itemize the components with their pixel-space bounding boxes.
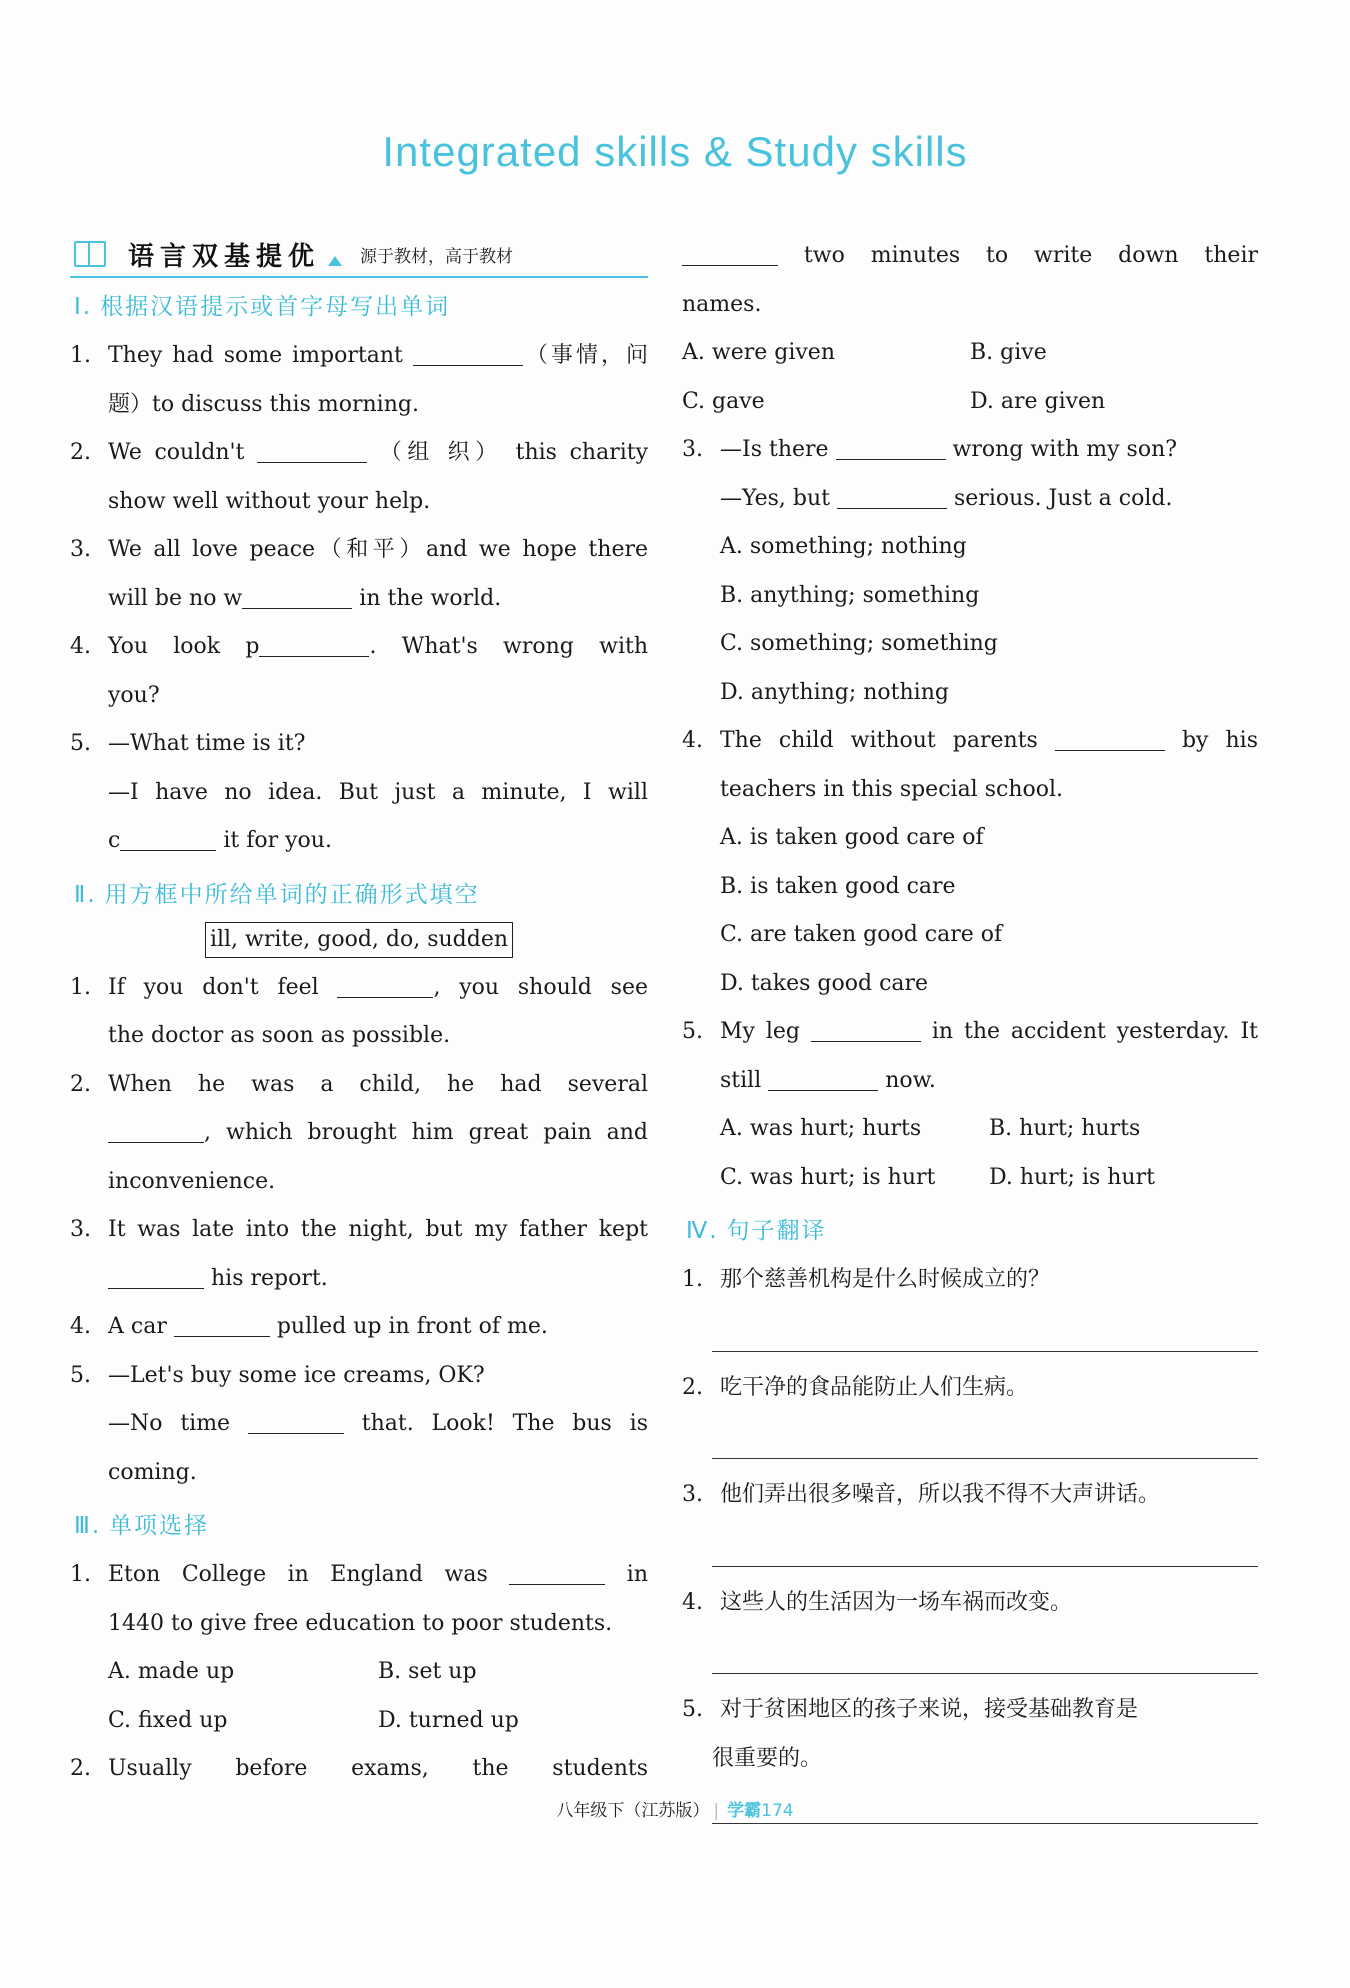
question: 4. The child without parents by his xyxy=(682,717,1258,766)
triangle-icon xyxy=(328,256,342,266)
question-line: two minutes to write down their xyxy=(682,232,1258,281)
option[interactable]: A. was hurt; hurts xyxy=(720,1116,922,1141)
answer-line[interactable] xyxy=(712,1536,1258,1567)
book-icon xyxy=(74,241,106,267)
option[interactable]: C. gave xyxy=(682,388,765,414)
section-title: 语言双基提优 xyxy=(128,241,321,272)
question-line: inconvenience. xyxy=(108,1168,276,1194)
answer-line[interactable] xyxy=(712,1321,1258,1352)
answer-blank[interactable] xyxy=(413,337,523,366)
option[interactable]: A. were given xyxy=(682,340,835,365)
question: 2. When he was a child, he had several xyxy=(70,1071,648,1097)
option[interactable]: D. hurt; is hurt xyxy=(989,1164,1155,1190)
options-row xyxy=(682,1105,1258,1154)
option[interactable]: D. takes good care xyxy=(720,970,929,996)
option[interactable]: C. something; something xyxy=(720,631,998,656)
question: 1. They had some important （事情，问 xyxy=(70,332,648,381)
brand-label: 学霸 xyxy=(727,1801,762,1821)
answer-blank[interactable] xyxy=(837,480,947,509)
question: 4. You look p . What's wrong with xyxy=(70,623,648,672)
question-line: coming. xyxy=(108,1459,197,1485)
word-box: ill, write, good, do, sudden xyxy=(205,922,513,958)
question-line: names. xyxy=(682,291,762,317)
option[interactable]: D. anything; nothing xyxy=(720,679,949,705)
answer-blank[interactable] xyxy=(337,969,433,998)
answer-line[interactable] xyxy=(712,1643,1258,1674)
grade-label: 八年级下（江苏版） xyxy=(556,1801,710,1821)
option[interactable]: A. something; nothing xyxy=(720,534,967,559)
question: 1. If you don't feel , you should see xyxy=(70,964,648,1013)
option[interactable]: A. is taken good care of xyxy=(720,825,984,850)
translation-item: 5. 对于贫困地区的孩子来说，接受基础教育是 xyxy=(682,1697,1139,1722)
options-row xyxy=(682,1154,1258,1203)
options-row xyxy=(70,1648,648,1697)
option[interactable]: A. made up xyxy=(108,1659,235,1684)
answer-blank[interactable] xyxy=(257,434,367,463)
option[interactable]: C. was hurt; is hurt xyxy=(720,1164,936,1190)
right-column xyxy=(682,232,1258,1824)
question-line: —Yes, but serious. Just a cold. xyxy=(682,475,1258,524)
part-4-title: Ⅳ. 句子翻译 xyxy=(686,1218,827,1244)
section-subtitle: 源于教材，高于教材 xyxy=(360,246,514,267)
question-line: 题）to discuss this morning. xyxy=(108,391,419,417)
answer-blank[interactable] xyxy=(120,822,216,851)
question: 2. Usually before exams, the students xyxy=(70,1756,648,1781)
translation-item: 3. 他们弄出很多噪音，所以我不得不大声讲话。 xyxy=(682,1482,1161,1507)
option[interactable]: D. turned up xyxy=(378,1707,519,1733)
answer-blank[interactable] xyxy=(836,431,946,460)
option[interactable]: B. give xyxy=(970,340,1047,365)
options-row xyxy=(682,378,1258,427)
section-header xyxy=(70,232,648,278)
question-line: will be no w in the world. xyxy=(70,575,648,624)
option[interactable]: B. is taken good care xyxy=(720,873,956,899)
translation-item: 4. 这些人的生活因为一场车祸而改变。 xyxy=(682,1589,1073,1615)
question-line: —I have no idea. But just a minute, I will xyxy=(108,779,648,805)
option[interactable]: B. hurt; hurts xyxy=(989,1116,1141,1141)
answer-blank[interactable] xyxy=(259,628,369,657)
answer-blank[interactable] xyxy=(242,580,352,609)
question-line: the doctor as soon as possible. xyxy=(108,1023,451,1048)
question: 1. Eton College in England was in xyxy=(70,1551,648,1600)
options-row xyxy=(70,1697,648,1746)
answer-line[interactable] xyxy=(712,1428,1258,1459)
question: 3. It was late into the night, but my father kept xyxy=(70,1217,648,1242)
page-footer: 八年级下（江苏版） | 学霸174 xyxy=(556,1801,794,1821)
question-line: show well without your help. xyxy=(108,488,431,514)
option[interactable]: D. are given xyxy=(970,388,1106,414)
question: 3. —Is there wrong with my son? xyxy=(682,426,1258,475)
question: 4. A car pulled up in front of me. xyxy=(70,1303,648,1352)
page-title: Integrated skills & Study skills xyxy=(382,128,968,175)
answer-blank[interactable] xyxy=(811,1013,921,1042)
question: 5. My leg in the accident yesterday. It xyxy=(682,1008,1258,1057)
answer-blank[interactable] xyxy=(108,1260,204,1289)
answer-blank[interactable] xyxy=(108,1114,204,1143)
question-line: c it for you. xyxy=(70,817,648,866)
question-line: —No time that. Look! The bus is xyxy=(70,1400,648,1449)
option[interactable]: B. anything; something xyxy=(720,582,980,608)
question: 5. —What time is it? xyxy=(70,731,306,756)
answer-blank[interactable] xyxy=(248,1405,344,1434)
translation-item: 1. 那个慈善机构是什么时候成立的？ xyxy=(682,1267,1051,1292)
page-number: 174 xyxy=(761,1801,794,1821)
part-1-title: Ⅰ. 根据汉语提示或首字母写出单词 xyxy=(74,294,451,320)
question: 5. —Let's buy some ice creams, OK? xyxy=(70,1362,485,1388)
answer-blank[interactable] xyxy=(509,1556,605,1585)
answer-blank[interactable] xyxy=(768,1062,878,1091)
question: 2. We couldn't （组 织） this charity xyxy=(70,429,648,478)
option[interactable]: C. are taken good care of xyxy=(720,922,1003,947)
question-line: you? xyxy=(108,682,160,708)
question-line: 1440 to give free education to poor students. xyxy=(108,1610,613,1636)
answer-blank[interactable] xyxy=(174,1308,270,1337)
option[interactable]: C. fixed up xyxy=(108,1707,228,1733)
left-column xyxy=(70,232,648,1794)
part-3-title: Ⅲ. 单项选择 xyxy=(74,1513,210,1539)
answer-blank[interactable] xyxy=(682,237,778,266)
options-row xyxy=(682,329,1258,378)
question-line: his report. xyxy=(70,1255,648,1304)
option[interactable]: B. set up xyxy=(378,1659,477,1684)
question-line: , which brought him great pain and xyxy=(70,1109,648,1158)
translation-item: 2. 吃干净的食品能防止人们生病。 xyxy=(682,1374,1029,1400)
question: 3. We all love peace（和平）and we hope there xyxy=(70,537,648,562)
question-line: teachers in this special school. xyxy=(720,776,1064,802)
part-2-title: Ⅱ. 用方框中所给单词的正确形式填空 xyxy=(74,881,480,908)
question-line: 很重要的。 xyxy=(712,1745,823,1771)
answer-blank[interactable] xyxy=(1055,722,1165,751)
question-line: still now. xyxy=(682,1057,1258,1106)
